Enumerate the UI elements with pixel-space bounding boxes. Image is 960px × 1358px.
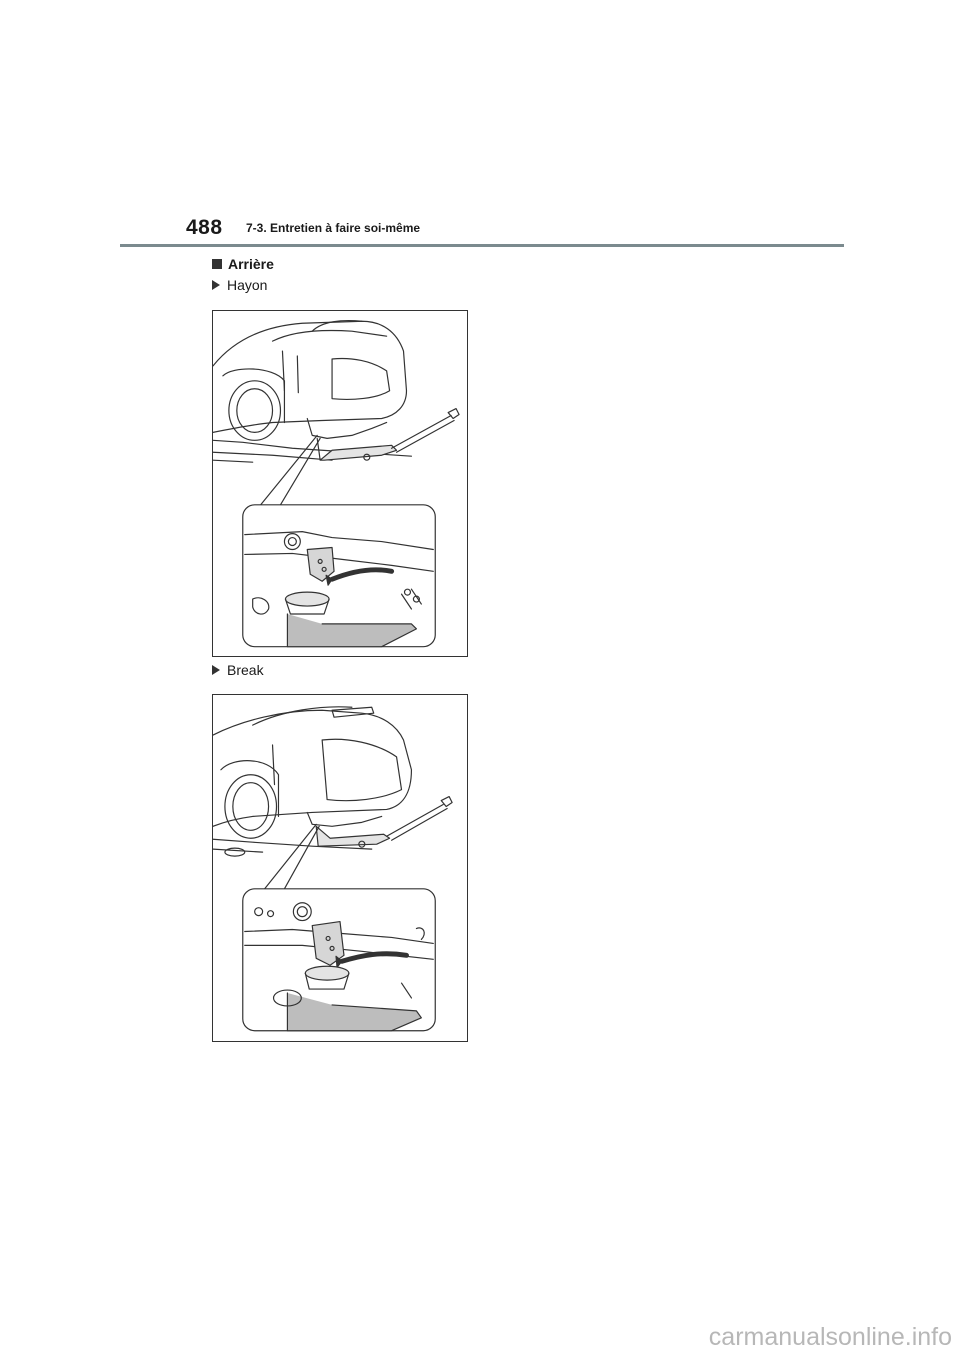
section-heading-text: Arrière [228, 256, 274, 272]
hayon-line-art [213, 311, 467, 656]
illustration-hayon-jack-point [212, 310, 468, 657]
list-item-break [212, 662, 264, 678]
list-item-label: Break [227, 662, 264, 678]
section-title: 7-3. Entretien à faire soi-même [246, 221, 421, 235]
page-number: 488 [186, 216, 223, 239]
square-bullet-icon [212, 259, 222, 269]
triangle-right-icon [212, 665, 220, 675]
header-divider [120, 244, 844, 247]
illustration-break-jack-point [212, 694, 468, 1042]
list-item-label: Hayon [227, 277, 268, 293]
watermark: carmanualsonline.info [708, 1323, 952, 1351]
section-heading [212, 256, 274, 272]
triangle-right-icon [212, 280, 220, 290]
list-item-hayon [212, 277, 267, 293]
break-line-art [213, 695, 467, 1041]
